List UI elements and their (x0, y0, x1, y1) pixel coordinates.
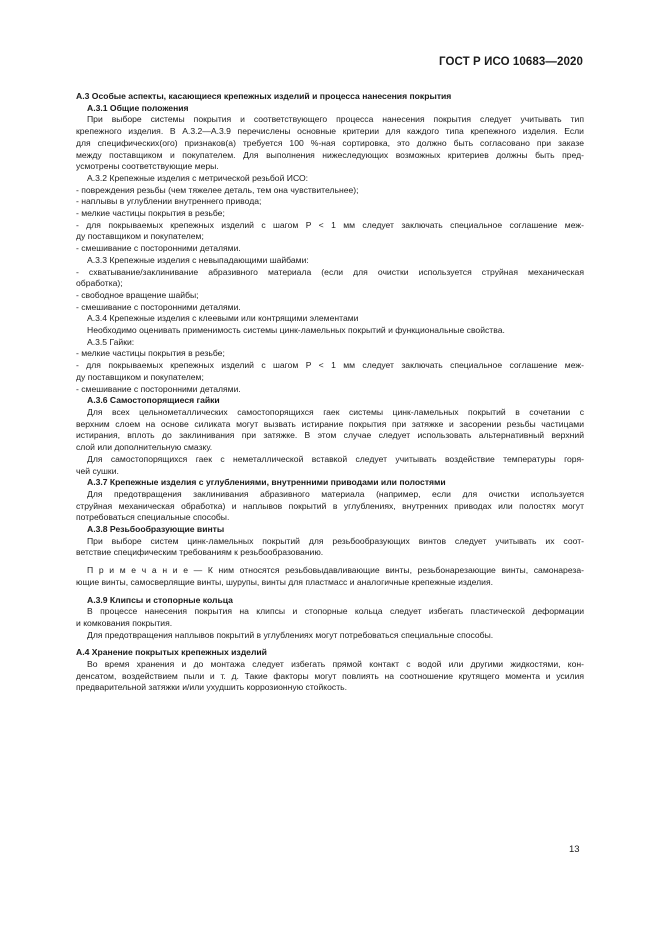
text-line: - смешивание с посторонними деталями. (76, 383, 241, 394)
section-heading: A.3.8 Резьбообразующие винты (87, 524, 225, 535)
text-line: Во время хранения и до монтажа следует избегать прямой контакт с водой или другими жидкостями, кон- (87, 659, 584, 670)
text-line: В процессе нанесения покрытия на клипсы и стопорные кольца следует избегать пластической деформации (87, 606, 584, 617)
text-line: - для покрываемых крепежных изделий с шагом P < 1 мм следует заключать специальное соглашение меж- (76, 360, 584, 371)
text-line: - смешивание с посторонними деталями. (76, 243, 241, 254)
text-line: чей сушки. (76, 465, 119, 476)
text-line: - мелкие частицы покрытия в резьбе; (76, 348, 225, 359)
text-line: денсатом, воздействием пыли и т. д. Такие факторы могут повлиять на соотношение крутящего момента и усилия (76, 670, 584, 681)
section-heading: A.3.9 Клипсы и стопорные кольца (87, 594, 233, 605)
text-line: ветствие специфическим требованиям к резьбообразованию. (76, 547, 324, 558)
text-line: Для предотвращения заклинивания абразивного материала (например, если для очистки используется (87, 488, 584, 499)
text-line: усмотрены соответствующие меры. (76, 161, 219, 172)
text-line: обработка); (76, 278, 123, 289)
text-line: верхним слоем на основе силиката могут вызвать истирание покрытия при затяжке и засорении резьбы частицами (76, 418, 584, 429)
document-header: ГОСТ Р ИСО 10683—2020 (438, 56, 583, 68)
text-line: ду поставщиком и покупателем; (76, 231, 204, 242)
text-line: - схватывание/заклинивание абразивного материала (если для очистки используется струйная механическая (76, 266, 584, 277)
text-line: Для самостопорящихся гаек с неметаллической вставкой следует учитывать воздействие температуры горя- (87, 453, 584, 464)
text-line: - свободное вращение шайбы; (76, 289, 199, 300)
text-line: между поставщиком и покупателем. Для выполнения нижеследующих возможных критериев должны быть пред- (76, 149, 584, 160)
text-line: слой или дополнительную смазку. (76, 442, 213, 453)
section-heading: A.3.6 Самостопорящиеся гайки (87, 395, 220, 406)
text-line: ду поставщиком и покупателем; (76, 371, 204, 382)
text-line: Для предотвращения наплывов покрытий в углублениях могут потребоваться специальные способы. (87, 629, 494, 640)
text-line: Для всех цельнометаллических самостопорящихся гаек системы цинк-ламельных покрытий в сочетании с (87, 406, 584, 417)
text-line: A.3.5 Гайки: (87, 336, 135, 347)
text-line: - мелкие частицы покрытия в резьбе; (76, 208, 225, 219)
text-line: - смешивание с посторонними деталями. (76, 301, 241, 312)
section-heading: A.3.7 Крепежные изделия с углублениями, внутренними приводами или полостями (87, 477, 446, 488)
text-line: При выборе систем цинк-ламельных покрытий для резьбообразующих винтов следует учитывать их соот- (87, 535, 584, 546)
text-line: предварительной затяжки и/или ухудшить коррозионную стойкость. (76, 682, 347, 693)
text-line: A.3.4 Крепежные изделия с клеевыми или контрящими элементами (87, 313, 359, 324)
text-line: - для покрываемых крепежных изделий с шагом P < 1 мм следует заключать специальное соглашение меж- (76, 219, 584, 230)
text-line: и комкования покрытия. (76, 617, 173, 628)
section-heading: A.3 Особые аспекты, касающиеся крепежных изделий и процесса нанесения покрытия (76, 91, 452, 101)
text-line: Необходимо оценивать применимость системы цинк-ламельных покрытий и функциональные свойства. (87, 325, 505, 336)
text-line: ющие винты, самосверлящие винты, шурупы, винты для пластмасс и аналогичные крепежные изделия. (76, 576, 493, 587)
page-number: 13 (569, 844, 580, 855)
section-heading: A.3.1 Общие положения (87, 102, 189, 113)
text-line: - повреждения резьбы (чем тяжелее деталь, тем она чувствительнее); (76, 184, 359, 195)
text-line: П р и м е ч а н и е — К ним относятся резьбовыдавливающие винты, резьбонарезающие винты, самонареза- (87, 565, 584, 576)
document-body (76, 91, 584, 694)
section-heading: A.4 Хранение покрытых крепежных изделий (76, 647, 267, 658)
text-line: истирания, вплоть до заклинивания при затяжке. В этом случае следует использовать альтернативный верхний (76, 430, 584, 441)
text-line: потребоваться специальные способы. (76, 512, 230, 523)
text-line: струйная механическая обработка) и наплывов покрытий в углублениях, внутренних приводах или полостях могут (76, 500, 584, 511)
text-line: При выборе системы покрытия и соответствующего процесса нанесения покрытия следует учитывать тип (87, 114, 584, 125)
text-line: A.3.3 Крепежные изделия с невыпадающими шайбами: (87, 254, 309, 265)
text-line: крепежного изделия. В A.3.2—A.3.9 перечислены основные критерии для каждого типа крепежного изделия. Если (76, 126, 584, 137)
text-line: для специфических(ого) признаков(а) требуется 100 %-ная сортировка, это должно быть согласовано при заказе (76, 137, 584, 148)
text-line: A.3.2 Крепежные изделия с метрической резьбой ИСО: (87, 172, 309, 183)
text-line: - наплывы в углублении внутреннего привода; (76, 196, 262, 207)
